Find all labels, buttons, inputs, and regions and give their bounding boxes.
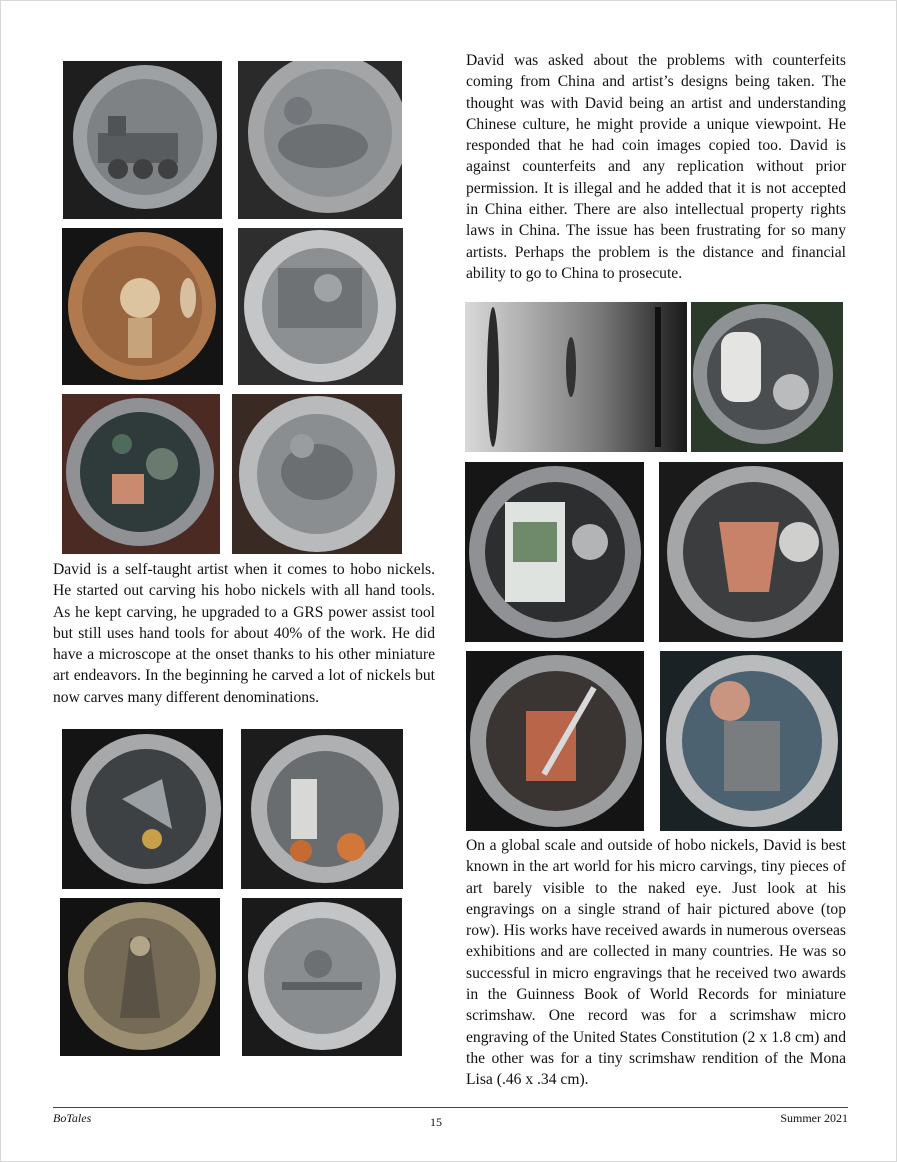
photo-hobo-reclining-coin	[238, 61, 402, 219]
photo-samurai-sword-coin	[466, 651, 644, 831]
photo-samurai-armor-coin	[660, 651, 842, 831]
photo-colored-scene-coin	[62, 394, 220, 554]
photo-warrior-fan-coin	[659, 462, 843, 642]
photo-hair-strands-micro	[465, 302, 687, 452]
photo-hobo-dog-coin	[232, 394, 402, 554]
photo-wizard-coin	[60, 898, 220, 1056]
footer-issue: Summer 2021	[780, 1111, 848, 1125]
footer-page-number: 15	[430, 1115, 442, 1129]
photo-scroll-sage-coin	[691, 302, 843, 452]
photo-painting-sage-coin	[465, 462, 644, 642]
footer-rule	[53, 1107, 848, 1108]
photo-skeleton-pumpkin-coin	[241, 729, 403, 889]
photo-witch-broom-coin	[242, 898, 402, 1056]
photo-witch-coin	[62, 729, 223, 889]
photo-locomotive-coin	[63, 61, 222, 219]
footer-publication-name: BoTales	[53, 1111, 92, 1125]
article-paragraph-right-bottom: On a global scale and outside of hobo nickels, David is best known in the art world for his micro carvings, tiny pieces of art barely visible to the naked eye. Just look at his engravings on a single strand of hair pictured above (top row). His works have received awards in numerous overseas exhibitions and are collected in many countries. He was so successful in micro engravings that he received two awards in the Guinness Book of World Records for miniature scrimshaw. One record was for a scrimshaw micro engraving of the United States Constitution (2 x 1.8 cm) and the other was for a tiny scrimshaw rendition of the Mona Lisa (.46 x .34 cm).	[466, 837, 846, 1089]
article-paragraph-right-top: David was asked about the problems with counterfeits coming from China and artist’s designs being taken. The thought was with David being an artist and understanding Chinese culture, he might provide a unique viewpoint. He responded that he had coin images copied too. David is against counterfeits and any replication without prior permission. It is illegal and he added that it is not accepted in China either. There are also intellectual property rights laws in China. The issue has been frustrating for so many artists. Perhaps the problem is the distance and financial ability to go to China to prosecute.	[466, 52, 846, 282]
photo-skull-rabbit-coin	[62, 228, 223, 385]
article-paragraph-left: David is a self-taught artist when it comes to hobo nickels. He started out carving his hobo nickels with all hand tools. As he kept carving, he upgraded to a GRS power assist tool but still uses hand tools for about 40% of the work. He did have a microscope at the onset thanks to his other miniature art endeavors. In the beginning he carved a lot of nickels but now carves many different denominations.	[53, 561, 435, 706]
photo-hobo-fence-coin	[238, 228, 403, 385]
